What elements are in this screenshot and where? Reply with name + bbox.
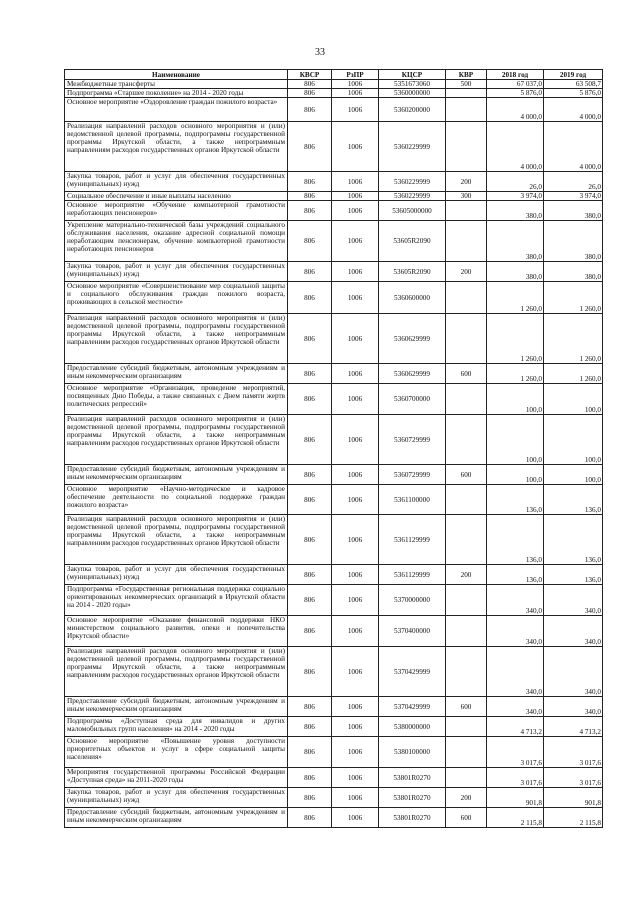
cell-kcsr: 5361129999 (379, 565, 446, 585)
cell-kvr (446, 415, 487, 465)
cell-kvr (446, 585, 487, 616)
table-row (65, 788, 603, 808)
cell-2018: 3 017,6 (487, 737, 544, 768)
cell-name: Укрепление материально-технической базы учреждений социального обслуживания населения, оказание адресной социальной помощи неработающим пенсионерам, обучение компьютерной грамотности неработающих пенсионеров (65, 221, 288, 262)
cell-name: Реализация направлений расходов основного мероприятия и (или) ведомственной целевой программы, подпрограммы государственной программы Иркутской области, а также непрограммным направлениям расходов государственных органов Иркутской области (65, 314, 288, 364)
cell-kcsr: 5360729999 (379, 415, 446, 465)
cell-kcsr: 53605R2090 (379, 221, 446, 262)
cell-kvsr: 806 (288, 384, 332, 415)
cell-kcsr: 5360700000 (379, 384, 446, 415)
cell-rzpr: 1006 (332, 80, 379, 89)
table-row (65, 364, 603, 384)
cell-kvsr: 806 (288, 717, 332, 737)
cell-kcsr: 5360000000 (379, 89, 446, 98)
cell-rzpr: 1006 (332, 717, 379, 737)
cell-kvsr: 806 (288, 515, 332, 565)
cell-2019: 4 713,2 (544, 717, 603, 737)
cell-name: Закупка товаров, работ и услуг для обеспечения государственных (муниципальных) нужд (65, 172, 288, 192)
table-row (65, 384, 603, 415)
cell-2019: 136,0 (544, 515, 603, 565)
cell-kvsr: 806 (288, 647, 332, 697)
cell-2018: 136,0 (487, 515, 544, 565)
cell-kcsr: 5361129999 (379, 515, 446, 565)
cell-2019: 1 260,0 (544, 314, 603, 364)
cell-2019: 340,0 (544, 647, 603, 697)
table-row (65, 89, 603, 98)
cell-kvr: 300 (446, 192, 487, 201)
cell-2018: 901,8 (487, 788, 544, 808)
cell-2018: 380,0 (487, 262, 544, 282)
header-2018: 2018 год (487, 70, 544, 80)
cell-kvr (446, 768, 487, 788)
cell-rzpr: 1006 (332, 485, 379, 515)
cell-kvr (446, 737, 487, 768)
cell-2018: 1 260,0 (487, 282, 544, 314)
cell-kvsr: 806 (288, 585, 332, 616)
table-row (65, 314, 603, 364)
cell-kvr (446, 98, 487, 122)
cell-kvr (446, 616, 487, 647)
cell-kvr: 600 (446, 697, 487, 717)
cell-2019: 3 017,6 (544, 737, 603, 768)
cell-rzpr: 1006 (332, 384, 379, 415)
budget-table (64, 69, 603, 828)
cell-kcsr: 5370400000 (379, 616, 446, 647)
cell-kvr: 600 (446, 465, 487, 485)
cell-rzpr: 1006 (332, 616, 379, 647)
cell-rzpr: 1006 (332, 647, 379, 697)
cell-kcsr: 5360229999 (379, 122, 446, 172)
table-row (65, 585, 603, 616)
cell-2018: 340,0 (487, 616, 544, 647)
table-row (65, 122, 603, 172)
cell-rzpr: 1006 (332, 585, 379, 616)
cell-kvr (446, 314, 487, 364)
cell-2019: 5 876,0 (544, 89, 603, 98)
cell-rzpr: 1006 (332, 364, 379, 384)
cell-2019: 100,0 (544, 415, 603, 465)
cell-kcsr: 53801R0270 (379, 768, 446, 788)
table-row (65, 80, 603, 89)
cell-2018: 1 260,0 (487, 364, 544, 384)
cell-kvr (446, 485, 487, 515)
cell-2019: 3 974,0 (544, 192, 603, 201)
cell-2018: 4 713,2 (487, 717, 544, 737)
cell-kcsr: 5361100000 (379, 485, 446, 515)
cell-kcsr: 5360629999 (379, 364, 446, 384)
cell-rzpr: 1006 (332, 314, 379, 364)
cell-kvr (446, 515, 487, 565)
cell-kvr (446, 221, 487, 262)
cell-kvr: 200 (446, 262, 487, 282)
cell-2019: 136,0 (544, 565, 603, 585)
cell-kvsr: 806 (288, 364, 332, 384)
cell-kvr (446, 647, 487, 697)
cell-rzpr: 1006 (332, 515, 379, 565)
cell-rzpr: 1006 (332, 465, 379, 485)
header-kvsr: КВСР (288, 70, 332, 80)
table-row (65, 768, 603, 788)
cell-2018: 100,0 (487, 415, 544, 465)
table-row (65, 647, 603, 697)
cell-kcsr: 5360200000 (379, 98, 446, 122)
cell-kcsr: 5380000000 (379, 717, 446, 737)
cell-kcsr: 53801R0270 (379, 788, 446, 808)
cell-kvsr: 806 (288, 201, 332, 221)
table-row (65, 808, 603, 828)
cell-2019: 4 000,0 (544, 98, 603, 122)
cell-name: Основное мероприятие «Оказание финансовой поддержки НКО министерством социального развития, опеки и попечительства Иркутской области» (65, 616, 288, 647)
cell-name: Закупка товаров, работ и услуг для обеспечения государственных (муниципальных) нужд (65, 788, 288, 808)
cell-name: Предоставление субсидий бюджетным, автономным учреждениям и иным некоммерческим организациям (65, 364, 288, 384)
cell-kvsr: 806 (288, 221, 332, 262)
cell-name: Предоставление субсидий бюджетным, автономным учреждениям и иным некоммерческим организациям (65, 465, 288, 485)
cell-name: Основное мероприятие «Обучение компьютерной грамотности неработающих пенсионеров» (65, 201, 288, 221)
cell-2018: 3 017,6 (487, 768, 544, 788)
cell-2019: 340,0 (544, 697, 603, 717)
cell-kcsr: 5370000000 (379, 585, 446, 616)
cell-name: Предоставление субсидий бюджетным, автономным учреждениям и иным некоммерческим организациям (65, 808, 288, 828)
cell-2019: 1 260,0 (544, 282, 603, 314)
header-kcsr: КЦСР (379, 70, 446, 80)
cell-rzpr: 1006 (332, 192, 379, 201)
cell-rzpr: 1006 (332, 808, 379, 828)
cell-kcsr: 5380100000 (379, 737, 446, 768)
table-row (65, 192, 603, 201)
cell-kvsr: 806 (288, 465, 332, 485)
table-row (65, 262, 603, 282)
cell-2019: 340,0 (544, 616, 603, 647)
cell-rzpr: 1006 (332, 282, 379, 314)
table-row (65, 172, 603, 192)
cell-name: Основное мероприятие «Повышение уровня доступности приоритетных объектов и услуг в сфере социальной защиты населения» (65, 737, 288, 768)
cell-kcsr: 5360629999 (379, 314, 446, 364)
cell-name: Закупка товаров, работ и услуг для обеспечения государственных (муниципальных) нужд (65, 565, 288, 585)
cell-2019: 380,0 (544, 201, 603, 221)
cell-2019: 340,0 (544, 585, 603, 616)
cell-name: Подпрограмма «Государственная региональная поддержка социально ориентированных некоммерческих организаций в Иркутской области на 2014 - 2020 годы» (65, 585, 288, 616)
table-row (65, 201, 603, 221)
cell-kvsr: 806 (288, 788, 332, 808)
cell-name: Реализация направлений расходов основного мероприятия и (или) ведомственной целевой программы, подпрограммы государственной программы Иркутской области, а также непрограммным направлениям расходов государственных органов Иркутской области (65, 647, 288, 697)
cell-kvsr: 806 (288, 192, 332, 201)
table-row (65, 616, 603, 647)
cell-2019: 136,0 (544, 485, 603, 515)
cell-kcsr: 53605R2090 (379, 262, 446, 282)
cell-kvsr: 806 (288, 565, 332, 585)
cell-rzpr: 1006 (332, 415, 379, 465)
cell-rzpr: 1006 (332, 697, 379, 717)
cell-kcsr: 5360600000 (379, 282, 446, 314)
cell-2018: 136,0 (487, 565, 544, 585)
cell-2019: 1 260,0 (544, 364, 603, 384)
cell-name: Основное мероприятие «Оздоровление граждан пожилого возраста» (65, 98, 288, 122)
cell-kvsr: 806 (288, 616, 332, 647)
cell-kvr (446, 282, 487, 314)
cell-2019: 26,0 (544, 172, 603, 192)
cell-2019: 100,0 (544, 384, 603, 415)
table-row (65, 221, 603, 262)
cell-name: Реализация направлений расходов основного мероприятия и (или) ведомственной целевой программы, подпрограммы государственной программы Иркутской области, а также непрограммным направлениям расходов государственных органов Иркутской области (65, 415, 288, 465)
page-number: 33 (315, 47, 325, 58)
cell-kvr: 600 (446, 808, 487, 828)
cell-2018: 1 260,0 (487, 314, 544, 364)
cell-kcsr: 5360229999 (379, 172, 446, 192)
table-row (65, 415, 603, 465)
cell-kcsr: 5360229999 (379, 192, 446, 201)
table-header-row (65, 70, 603, 80)
table-row (65, 485, 603, 515)
cell-kvsr: 806 (288, 808, 332, 828)
cell-2019: 901,8 (544, 788, 603, 808)
cell-name: Основное мероприятие «Организация, проведение мероприятий, посвященных Дню Победы, а также связанных с Днем памяти жертв политических репрессий» (65, 384, 288, 415)
cell-name: Основное мероприятие «Научно-методическое и кадровое обеспечение деятельности по социальной поддержке граждан пожилого возраста» (65, 485, 288, 515)
cell-kvsr: 806 (288, 89, 332, 98)
table-row (65, 737, 603, 768)
cell-kvr: 200 (446, 172, 487, 192)
header-rzpr: РзПР (332, 70, 379, 80)
header-2019: 2019 год (544, 70, 603, 80)
cell-rzpr: 1006 (332, 768, 379, 788)
cell-rzpr: 1006 (332, 98, 379, 122)
table-row (65, 465, 603, 485)
table-row (65, 515, 603, 565)
cell-name: Подпрограмма «Доступная среда для инвалидов и других маломобильных групп населения» на 2014 - 2020 годы (65, 717, 288, 737)
cell-kcsr: 5351673060 (379, 80, 446, 89)
cell-rzpr: 1006 (332, 221, 379, 262)
header-kvr: КВР (446, 70, 487, 80)
table-row (65, 565, 603, 585)
cell-2018: 380,0 (487, 201, 544, 221)
cell-kvsr: 806 (288, 737, 332, 768)
cell-kvsr: 806 (288, 314, 332, 364)
cell-name: Реализация направлений расходов основного мероприятия и (или) ведомственной целевой программы, подпрограммы государственной программы Иркутской области, а также непрограммным направлениям расходов государственных органов Иркутской области (65, 122, 288, 172)
cell-kcsr: 5370429999 (379, 697, 446, 717)
table-row (65, 98, 603, 122)
cell-kvr (446, 122, 487, 172)
cell-kvr (446, 717, 487, 737)
cell-kcsr: 53801R0270 (379, 808, 446, 828)
header-name: Наименование (65, 70, 288, 80)
cell-name: Межбюджетные трансферты (65, 80, 288, 89)
cell-rzpr: 1006 (332, 788, 379, 808)
cell-name: Социальное обеспечение и иные выплаты населению (65, 192, 288, 201)
cell-name: Основное мероприятие «Совершенствование мер социальной защиты и социального обслуживания граждан пожилого возраста, проживающих в сельской местности» (65, 282, 288, 314)
cell-name: Предоставление субсидий бюджетным, автономным учреждениям и иным некоммерческим организациям (65, 697, 288, 717)
cell-2018: 100,0 (487, 384, 544, 415)
cell-2018: 2 115,8 (487, 808, 544, 828)
table-row (65, 697, 603, 717)
cell-kvsr: 806 (288, 172, 332, 192)
cell-kvsr: 806 (288, 80, 332, 89)
cell-2019: 380,0 (544, 221, 603, 262)
table-row (65, 282, 603, 314)
cell-name: Реализация направлений расходов основного мероприятия и (или) ведомственной целевой программы, подпрограммы государственной программы Иркутской области, а также непрограммным направлениям расходов государственных органов Иркутской области (65, 515, 288, 565)
cell-2018: 26,0 (487, 172, 544, 192)
cell-kvsr: 806 (288, 98, 332, 122)
cell-rzpr: 1006 (332, 89, 379, 98)
cell-2018: 340,0 (487, 585, 544, 616)
cell-name: Закупка товаров, работ и услуг для обеспечения государственных (муниципальных) нужд (65, 262, 288, 282)
cell-2019: 100,0 (544, 465, 603, 485)
cell-2018: 136,0 (487, 485, 544, 515)
cell-2019: 3 017,6 (544, 768, 603, 788)
cell-name: Мероприятия государственной программы Российской Федерации «Доступная среда» на 2011-2020 годы (65, 768, 288, 788)
cell-kvsr: 806 (288, 122, 332, 172)
cell-rzpr: 1006 (332, 172, 379, 192)
cell-rzpr: 1006 (332, 262, 379, 282)
cell-kvr (446, 89, 487, 98)
cell-kcsr: 53605000000 (379, 201, 446, 221)
table-row (65, 717, 603, 737)
cell-2018: 5 876,0 (487, 89, 544, 98)
cell-2018: 4 000,0 (487, 98, 544, 122)
cell-kvsr: 806 (288, 262, 332, 282)
cell-kvr: 500 (446, 80, 487, 89)
cell-kcsr: 5360729999 (379, 465, 446, 485)
cell-kvsr: 806 (288, 415, 332, 465)
cell-rzpr: 1006 (332, 122, 379, 172)
cell-kcsr: 5370429999 (379, 647, 446, 697)
cell-kvsr: 806 (288, 768, 332, 788)
cell-2018: 67 037,0 (487, 80, 544, 89)
cell-kvsr: 806 (288, 282, 332, 314)
cell-kvr (446, 201, 487, 221)
cell-2019: 380,0 (544, 262, 603, 282)
cell-rzpr: 1006 (332, 737, 379, 768)
cell-2018: 100,0 (487, 465, 544, 485)
cell-2018: 340,0 (487, 647, 544, 697)
cell-kvsr: 806 (288, 485, 332, 515)
cell-2019: 4 000,0 (544, 122, 603, 172)
table-body (65, 80, 603, 828)
cell-2018: 380,0 (487, 221, 544, 262)
cell-kvr (446, 384, 487, 415)
cell-kvr: 200 (446, 788, 487, 808)
cell-2018: 3 974,0 (487, 192, 544, 201)
cell-name: Подпрограмма «Старшее поколение» на 2014 - 2020 годы (65, 89, 288, 98)
cell-2018: 340,0 (487, 697, 544, 717)
cell-kvsr: 806 (288, 697, 332, 717)
cell-rzpr: 1006 (332, 565, 379, 585)
cell-2018: 4 000,0 (487, 122, 544, 172)
cell-kvr: 200 (446, 565, 487, 585)
cell-2019: 63 508,7 (544, 80, 603, 89)
cell-rzpr: 1006 (332, 201, 379, 221)
cell-kvr: 600 (446, 364, 487, 384)
cell-2019: 2 115,8 (544, 808, 603, 828)
